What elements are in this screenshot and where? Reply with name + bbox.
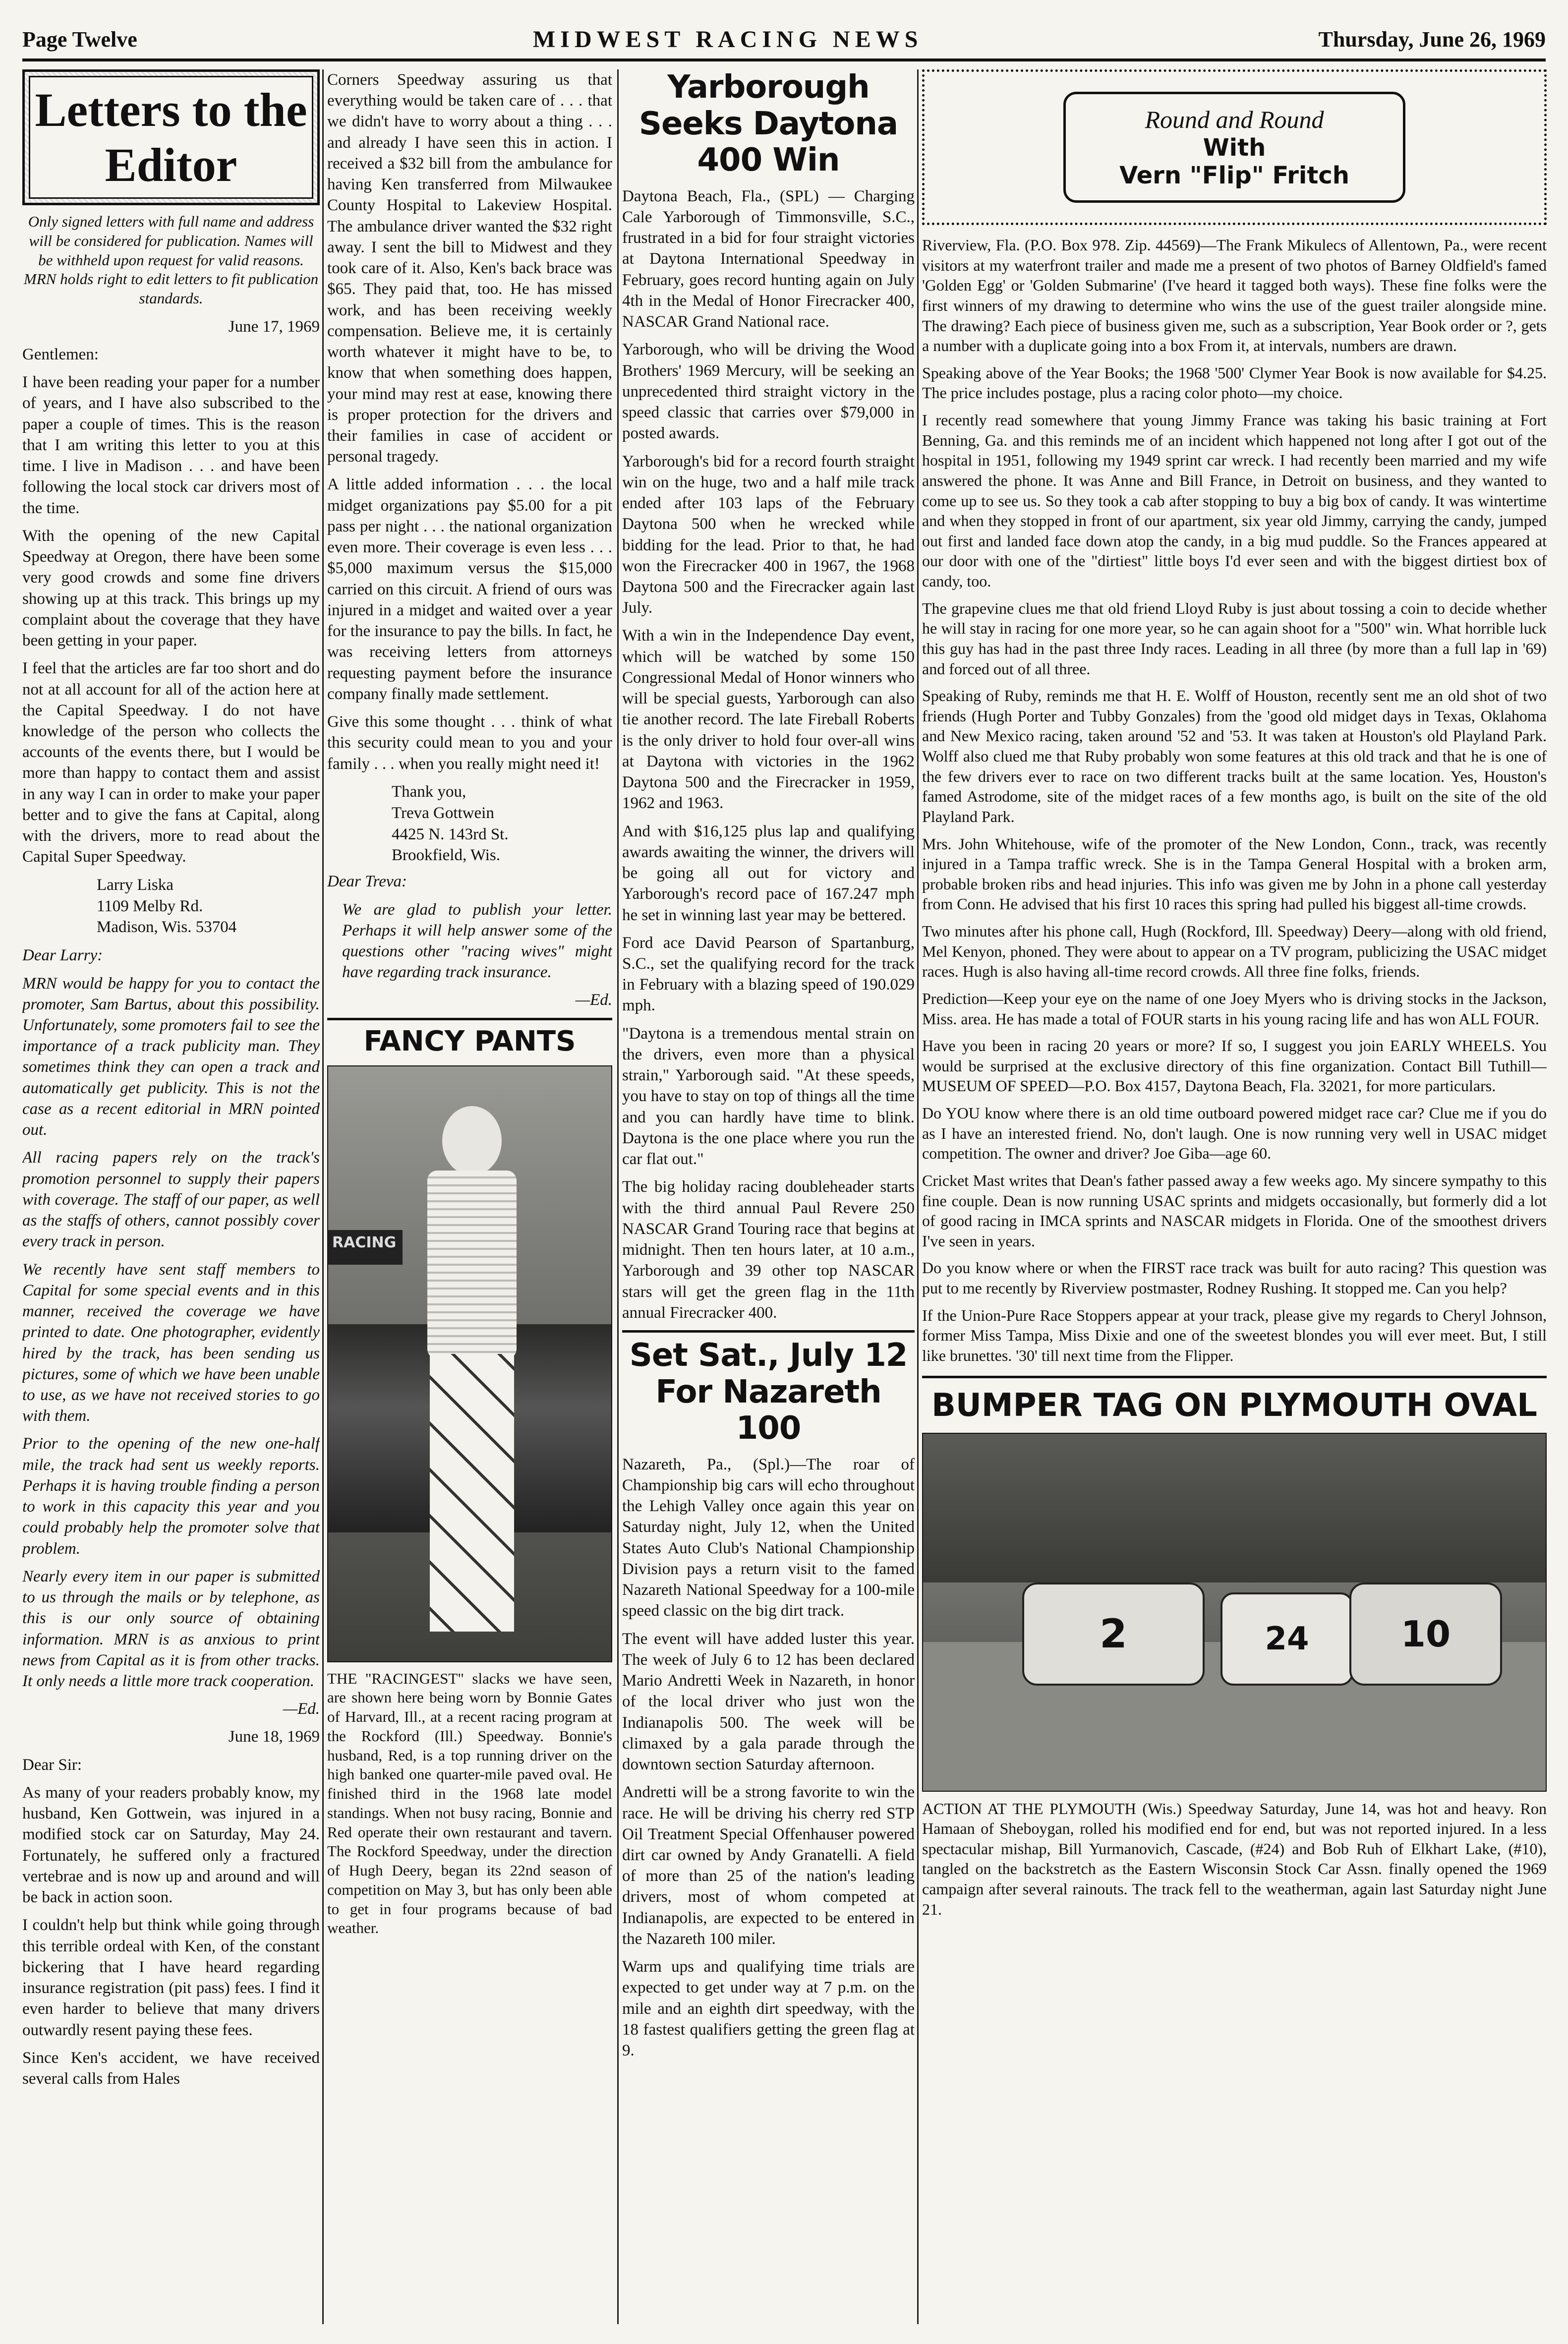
yarborough-paragraph: The big holiday racing doubleheader starts with the third annual Paul Revere 250 NASCAR Grand Touring race that begins at midnight. Then ten hours later, at 10 a.m., Yarborough and 39 other top NASCAR stars will get the green flag in the 11th annual Firecracker 400.	[622, 1178, 915, 1322]
yarborough-paragraph: Yarborough, who will be driving the Wood Brothers' 1969 Mercury, will be seeking an unprecedented third straight victory in the speed classic that carries over $79,000 in posted awards.	[622, 341, 915, 443]
race-car: 2	[1022, 1582, 1205, 1686]
column-with: With	[1203, 134, 1266, 162]
letter1-paragraph: I feel that the articles are far too short and do not at all account for all of the action here at the Capital Speedway. I do not have knowledge of the person who collects the accounts of the events there, but I would be more than happy to contact them and assist in any way I can in order to make your paper better and to give the fans at Capital, along with the drivers, more to read about the Capital Super Speedway.	[22, 659, 320, 866]
column-paragraph: Do YOU know where there is an old time outboard powered midget race car? Clue me if you do as I have an interested friend. No, don't laugh. One is now running very well in USAC midget competition. The owner and driver? Joe Giba—age 60.	[922, 1104, 1547, 1163]
column-rule	[322, 69, 324, 2324]
letters-column-2	[327, 69, 612, 2324]
column-paragraph: I recently read somewhere that young Jimmy France was taking his basic training at Fort Benning, Ga. and this reminds me of an incident which happened not long after I got out of the hospital in 1951, following my 1949 sprint car wreck. I had recently been married and my wife answered the phone. It was Anne and Bill France, in Detroit on business, and they wanted to come up to see us. So they took a cab after stopping to buy a big box of candy. It was wintertime and when they stopped in front of our apartment, six year old Jimmy, carrying the candy, jumped out first and landed face down atop the candy, in a big mud puddle. So the Frances appeared at our door with one of the "dirtiest" little boys I'd ever seen and with the biggest dirtiest box of candy, too.	[922, 411, 1547, 590]
reply1-paragraph: Prior to the opening of the new one-half mile, the track had sent us weekly reports. Perhaps it is having trouble finding a person to work in this capacity this year and you could probably help the promoter solve that problem.	[22, 1435, 320, 1558]
column-title-box	[922, 69, 1547, 225]
news-column	[622, 69, 915, 2324]
divider	[327, 1018, 612, 1020]
nazareth-paragraph: Andretti will be a strong favorite to win the race. He will be driving his cherry red STP Oil Treatment Special Offenhauser powered dirt car owned by Andy Granatelli. A field of more than 25 of the nation's leading drivers, most of whom competed at Indianapolis, are expected to be entered in the Nazareth 100 miler.	[622, 1783, 915, 1948]
letter2-paragraph: As many of your readers probably know, my husband, Ken Gottwein, was injured in a modified stock car on Saturday, May 24. Fortunately, he suffered only a fractured vertebrae and is now up and around and will be back in action soon.	[22, 1783, 320, 1907]
column-title-frame	[1063, 92, 1405, 203]
signature-line: Madison, Wis. 53704	[97, 918, 237, 937]
fancy-pants-headline: FANCY PANTS	[363, 1025, 576, 1057]
column-paragraph: Cricket Mast writes that Dean's father passed away a few weeks ago. My sincere sympathy to this fine couple. Dean is now running USAC sprints and midgets occasionally, but formerly did a lot of good racing in IMCA sprints and NASCAR midgets in Florida. One of the smoothest drivers I've seen in years.	[922, 1171, 1547, 1250]
letters-header: Letters to the Editor	[29, 76, 313, 199]
yarborough-paragraph: Ford ace David Pearson of Spartanburg, S.C., set the qualifying record for the track in February with a blazing speed of 190.029 mph.	[622, 934, 915, 1015]
fancy-pants-photo	[327, 1065, 612, 1662]
race-car: 24	[1220, 1592, 1353, 1686]
column-author: Vern "Flip" Fritch	[1119, 162, 1349, 189]
reply1-greeting: Dear Larry:	[22, 946, 103, 965]
column-paragraph: Speaking above of the Year Books; the 1968 '500' Clymer Year Book is now available for $4.25. The price includes postage, plus a racing color photo—my choice.	[922, 363, 1547, 402]
reply1-paragraph: All racing papers rely on the track's promotion personnel to supply their papers with coverage. The staff of our paper, as well as the staffs of others, cannot possibly cover every track in person.	[22, 1149, 320, 1251]
letter2-date: June 18, 1969	[228, 1728, 320, 1746]
reply2-text: We are glad to publish your letter. Perhaps it will help answer some of the questions other "racing wives" might have regarding track insurance.	[342, 900, 612, 982]
reply2	[327, 871, 612, 1010]
letter2-paragraph: A little added information . . . the local midget organizations pay $5.00 for a pit pass per night . . . the national organization even more. Their coverage is even less . . . $5,000 maximum versus the $15,000 carried on this circuit. A friend of ours was injured in a midget and waited over a year for the insurance to pay the bills. In fact, he was receiving letters from attorneys requesting payment before the insurance company finally made settlement.	[327, 475, 612, 703]
reply1-sign: —Ed.	[283, 1700, 320, 1718]
column-title: Round and Round	[1145, 106, 1324, 133]
fancy-pants-caption: THE "RACINGEST" slacks we have seen, are shown here being worn by Bonnie Gates of Harvard, Ill., at a recent racing program at the Rockford (Ill.) Speedway. Bonnie's husband, Red, is a top running driver on the high banked one quarter-mile paved oval. He finished third in the 1968 late model standings. When not busy racing, Bonnie and Red operate their own restaurant and tavern. The Rockford Speedway, under the direction of Hugh Deery, began its 22nd season of competition on May 3, but has only been able to get in four programs because of bad weather.	[327, 1669, 612, 1937]
reply1	[22, 945, 320, 1719]
reply1-paragraph: Nearly every item in our paper is submitted to us through the mails or by telephone, as this is our only source of obtaining information. MRN is as anxious to print news from Capital as it is from other tracks. It only needs a little more track cooperation.	[22, 1567, 320, 1691]
letters-column	[22, 69, 320, 2324]
signature-line: Brookfield, Wis.	[392, 846, 500, 865]
woman-body	[427, 1171, 517, 1359]
diamond-pants	[430, 1354, 514, 1632]
trees	[923, 1434, 1546, 1582]
paper-name: MIDWEST RACING NEWS	[532, 26, 923, 53]
nazareth-headline: Set Sat., July 12 For Nazareth 100	[629, 1337, 908, 1447]
letter2-signature	[392, 781, 612, 867]
reply2-sign: —Ed.	[575, 991, 612, 1009]
issue-date: Thursday, June 26, 1969	[1318, 27, 1546, 52]
column-paragraph: Prediction—Keep your eye on the name of one Joey Myers who is driving stocks in the Jackson, Miss. area. He has made a total of FOUR starts in his young racing life and has won ALL FOUR.	[922, 989, 1547, 1028]
letters-notice: Only signed letters with full name and address will be considered for publication. Names will be withheld upon request for valid reasons. MRN holds right to edit letters to fit publication standards.	[23, 213, 319, 307]
letter2-paragraph: Give this some thought . . . think of what this security could mean to you and your family . . . when you really might need it!	[327, 713, 612, 773]
bumper-tag-caption: ACTION AT THE PLYMOUTH (Wis.) Speedway Saturday, June 14, was hot and heavy. Ron Hamaan of Sheboygan, rolled his modified end for end, but was not reported injured. In a less spectacular mishap, Bill Yurmanovich, Cascade, (#24) and Bob Ruh of Elkhart Lake, (#10), tangled on the backstretch as the Eastern Wisconsin Stock Car Assn. finally opened the 1969 campaign after several rainouts. The track fell to the weatherman, again last Saturday night June 21.	[922, 1799, 1547, 1918]
letter2-paragraph: Since Ken's accident, we have received several calls from Hales	[22, 2049, 320, 2088]
letters-header-box	[22, 69, 320, 205]
column-paragraph: Have you been in racing 20 years or more? If so, I suggest you join EARLY WHEELS. You would be surprised at the exclusive directory of this fine organization. Contact Bill Tuthill—MUSEUM OF SPEED—P.O. Box 4157, Daytona Beach, Fla. 32021, for more particulars.	[922, 1037, 1547, 1095]
yarborough-paragraph: Daytona Beach, Fla., (SPL) — Charging Cale Yarborough of Timmonsville, S.C., frustrated in a bid for four straight victories at Daytona International Speedway in February, goes record hunting again on July 4th in the Medal of Honor Firecracker 400, NASCAR Grand National race.	[622, 187, 915, 331]
divider	[622, 1330, 915, 1333]
signature-line: 1109 Melby Rd.	[97, 897, 203, 915]
column-paragraph: Do you know where or when the FIRST race track was built for auto racing? This question was put to me recently by Riverview postmaster, Rodney Rushing. It stopped me. Can you help?	[922, 1259, 1547, 1297]
letter1-paragraph: I have been reading your paper for a number of years, and I have also subscribed to the paper a couple of times. This is the reason that I am writing this letter to you at this time. I live in Madison . . . and have been following the local stock car drivers most of the time.	[22, 373, 320, 517]
letter2-greeting: Dear Sir:	[22, 1756, 82, 1774]
page-number: Page Twelve	[22, 27, 137, 52]
signature-line: Thank you,	[392, 782, 466, 801]
column-paragraph: The grapevine clues me that old friend Lloyd Ruby is just about tossing a coin to decide whether he will stay in racing for one more year, so he can again shoot for a "500" win. What horrible luck this guy has had in the past three Indy races. Leading in all three (by more than a full lap in '69) and forced out of all three.	[922, 599, 1547, 678]
signature-line: 4425 N. 143rd St.	[392, 825, 509, 843]
column-rule	[617, 69, 619, 2324]
column-paragraph: Speaking of Ruby, reminds me that H. E. Wolff of Houston, recently sent me an old shot of two friends (Hugh Porter and Tubby Gonzales) from the 'good old midget days in Texas, Oklahoma and New Mexico racing, taken around '52 and '53. It was taken at Houston's old Playland Park. Wolff also clued me that Ruby probably won some features at this old track and that he is one of the few drivers ever to race on two different tracks built at the same location. Yes, Houston's famed Astrodome, site of the midget races of a few months ago, is built on the site of the old Playland Park.	[922, 687, 1547, 825]
signature-line: Treva Gottwein	[392, 804, 494, 822]
sign-board: RACING	[328, 1230, 403, 1265]
letter2-paragraph: Corners Speedway assuring us that everything would be taken care of . . . that we didn't have to worry about a thing . . . and already I have seen this in action. I received a $32 bill from the ambulance for having Ken transferred from Milwaukee County Hospital to Lakeview Hospital. The ambulance driver wanted the $32 right away. I sent the bill to Midwest and they took care of it. Also, Ken's back brace was $65. They paid that, too. He has missed work, and has been receiving weekly compensation. Believe me, it is certainly worth whatever it might have to be, to know that when something does happen, your mind may rest at ease, knowing there is proper protection for the drivers and their families in case of accident or personal tragedy.	[327, 71, 612, 466]
yarborough-paragraph: Yarborough's bid for a record fourth straight win on the huge, two and a half mile track ended after 103 laps of the February Daytona 500 when he wrecked while bidding for the lead. Prior to that, he had won the Firecracker 400 in 1967, the 1968 Daytona 500 and the Firecracker again last July.	[622, 452, 915, 617]
nazareth-paragraph: Nazareth, Pa., (Spl.)—The roar of Championship big cars will echo throughout the Lehigh Valley once again this year on Saturday night, July 12, when the United States Auto Club's National Championship Division pays a return visit to the famed Nazareth National Speedway for a 100-mile speed classic on the big dirt track.	[622, 1455, 915, 1620]
race-car: 10	[1349, 1582, 1502, 1686]
yarborough-paragraph: With a win in the Independence Day event, which will be watched by some 150 Congressional Medal of Honor winners who will be special guests, Yarborough can also tie another record. The late Fireball Roberts is the only driver to hold four over-all wins at Daytona with victories in the 1962 Daytona 500 and the Firecracker in 1959, 1962 and 1963.	[622, 627, 915, 813]
round-and-round-column	[922, 69, 1547, 2324]
yarborough-paragraph: "Daytona is a tremendous mental strain on the drivers, even more than a physical strain," Yarborough said. "At these speeds, you have to stay on top of things all the time and you can hardly have time to blink. Daytona is the one place where you run the car flat out."	[622, 1024, 915, 1169]
nazareth-paragraph: The event will have added luster this year. The week of July 6 to 12 has been declared Mario Andretti Week in Nazareth, in honor of the local driver who just won the Indianapolis 500. The week will be climaxed by a gala parade through the downtown section Saturday afternoon.	[622, 1630, 915, 1774]
letter1-greeting: Gentlemen:	[22, 345, 99, 363]
bumper-tag-photo	[922, 1433, 1547, 1792]
woman-head	[442, 1106, 502, 1175]
letter1-paragraph: With the opening of the new Capital Speedway at Oregon, there have been some very good crowds and some fine drivers showing up at this track. This brings up my complaint about the coverage that they have been getting in your paper.	[22, 527, 320, 650]
letter1-date: June 17, 1969	[228, 317, 320, 336]
yarborough-headline: Yarborough Seeks Daytona 400 Win	[639, 69, 898, 179]
letter1-signature	[97, 875, 320, 938]
column-paragraph: If the Union-Pure Race Stoppers appear at your track, please give my regards to Cheryl Johnson, former Miss Tampa, Miss Dixie and one of the sweetest blondes you will ever meet. But, I still like brunettes. '30' till next time from the Flipper.	[922, 1306, 1547, 1364]
column-paragraph: Two minutes after his phone call, Hugh (Rockford, Ill. Speedway) Deery—along with old friend, Mel Kenyon, phoned. They were about to appear on a TV program, publicizing the USAC midget races. Hugh is also having all-time record crowds. All three fine folks, friends.	[922, 922, 1547, 981]
reply1-paragraph: We recently have sent staff members to Capital for some special events and in this manner, received the coverage we have printed to date. One photographer, evidently hired by the track, has been sending us pictures, some of which we have been unable to use, as we have not received stories to go with them.	[22, 1260, 320, 1425]
column-paragraph: Mrs. John Whitehouse, wife of the promoter of the New London, Conn., track, was recently injured in a Tampa traffic wreck. She is in the Tampa General Hospital with a broken arm, probable broken ribs and head injuries. This info was given me by John in a phone call yesterday from Conn. He advised that his first 10 races this spring had pulled his biggest all-time crowds.	[922, 834, 1547, 913]
signature-line: Larry Liska	[97, 876, 174, 894]
letter2-paragraph: I couldn't help but think while going through this terrible ordeal with Ken, of the constant bickering that I have heard regarding insurance registration (pit pass) fees. I find it even harder to believe that many drivers outwardly resent paying these fees.	[22, 1916, 320, 2039]
nazareth-paragraph: Warm ups and qualifying time trials are expected to get under way at 7 p.m. on the mile and an eighth dirt speedway, with the 18 fastest qualifiers getting the green flag at 9.	[622, 1958, 915, 2060]
bumper-tag-headline: BUMPER TAG ON PLYMOUTH OVAL	[922, 1376, 1547, 1424]
column-rule	[917, 69, 919, 2324]
yarborough-paragraph: And with $16,125 plus lap and qualifying awards awaiting the winner, the drivers will be going all out for victory and Yarborough's record pace of 167.247 mph he set in winning last year may be bettered.	[622, 822, 915, 924]
reply1-paragraph: MRN would be happy for you to contact the promoter, Sam Bartus, about this possibility. Unfortunately, some promoters fail to see the importance of a track publicity man. They sometimes think they can open a track and automatically get publicity. This is not the case as a recent editorial in MRN pointed out.	[22, 974, 320, 1139]
reply2-greeting: Dear Treva:	[327, 873, 407, 891]
masthead	[22, 20, 1546, 61]
column-paragraph: Riverview, Fla. (P.O. Box 978. Zip. 44569)—The Frank Mikulecs of Allentown, Pa., were recent visitors at my waterfront trailer and made me a present of two photos of Barney Oldfield's famed 'Golden Egg' or 'Golden Submarine' (I've heard it tagged both ways). These fine folks were the first winners of my drawing to determine who wins the use of the guest trailer alongside mine. The drawing? Each piece of business given me, such as a subscription, Year Book order or ?, gets a number with a duplicate going into a box From it, at intervals, numbers are drawn.	[922, 236, 1547, 355]
